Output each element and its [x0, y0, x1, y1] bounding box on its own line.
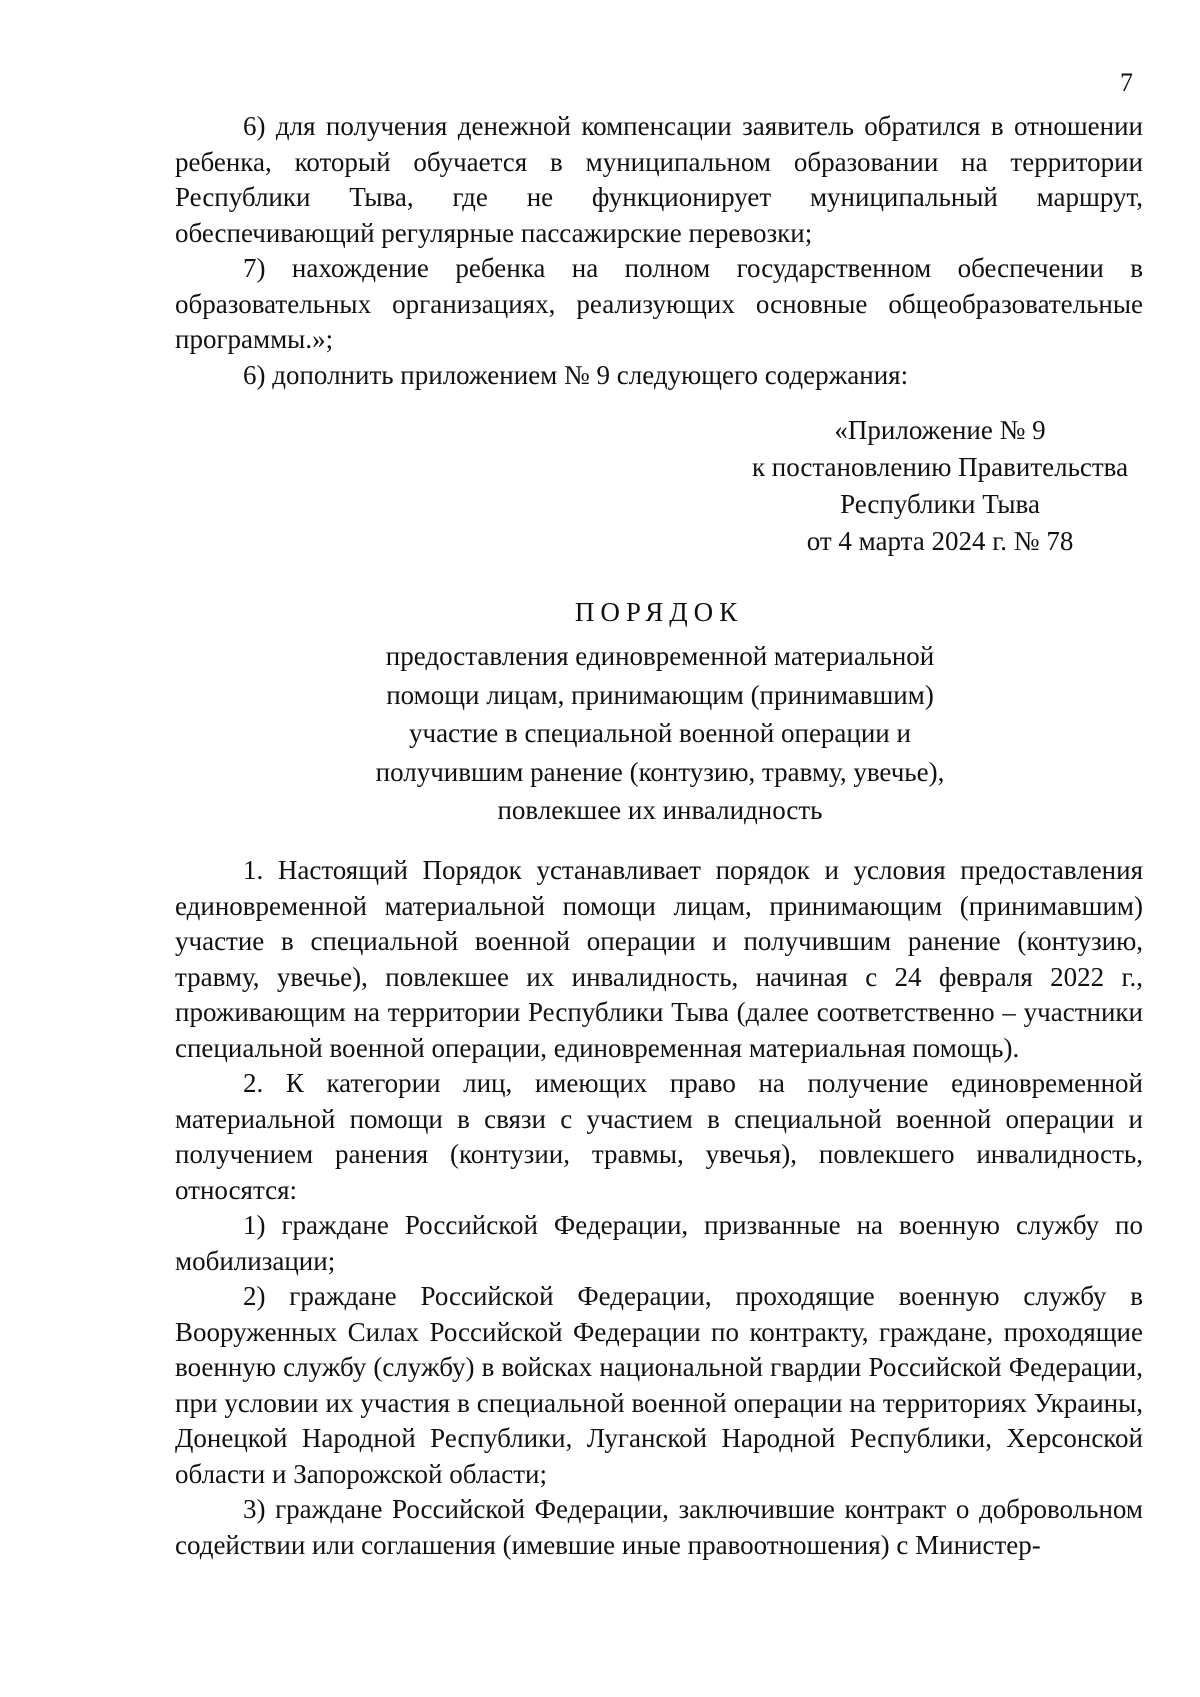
page-number: 7: [1120, 68, 1133, 97]
subtitle-line: получившим ранение (контузию, травму, увечье),: [375, 756, 945, 787]
subtitle-line: повлекшее их инвалидность: [497, 795, 823, 825]
appendix-line: «Приложение № 9: [834, 415, 1046, 445]
paragraph-clause-2: 2. К категории лиц, имеющих право на получение единовременной материальной помощи в связи с участием в специальной военной операции и получением ранения (контузии, травмы, увечья), повлекшего инвалидность, относятся:: [175, 1068, 1143, 1205]
paragraph-subclause-1: 1) граждане Российской Федерации, призванные на военную службу по мобилизации;: [175, 1210, 1143, 1276]
appendix-header: [740, 412, 1140, 560]
appendix-line: Республики Тыва: [840, 489, 1040, 519]
document-title: ПОРЯДОК: [574, 597, 744, 627]
main-section: [175, 853, 1143, 1563]
subtitle-line: участие в специальной военной операции и: [409, 718, 911, 748]
appendix-line: к постановлению Правительства: [751, 452, 1129, 482]
paragraph-subclause-2: 2) граждане Российской Федерации, проходящие военную службу в Вооруженных Силах Российской Федерации по контракту, граждане, проходящие военную службу (службу) в войсках национальной гвардии Российской Федерации, при условии их участия в специальной военной операции на территориях Украины, Донецкой Народной Республики, Луганской Народной Республики, Херсонской области и Запорожской области;: [175, 1281, 1143, 1489]
top-section: [175, 109, 1143, 393]
appendix-line: от 4 марта 2024 г. № 78: [806, 526, 1074, 556]
paragraph-subclause-3: 3) граждане Российской Федерации, заключившие контракт о добровольном содействии или соглашения (имевшие иные правоотношения) с Министер-: [175, 1494, 1143, 1560]
document-subtitle: [250, 637, 1070, 830]
paragraph-clause-1: 1. Настоящий Порядок устанавливает порядок и условия предоставления единовременной материальной помощи лицам, принимающим (принимавшим) участие в специальной военной операции и получившим ранение (контузию, травму, увечье), повлекшее их инвалидность, начиная с 24 февраля 2022 г., проживающим на территории Республики Тыва (далее соответственно – участники специальной военной операции, единовременная материальная помощь).: [175, 855, 1143, 1063]
paragraph-item-7: 7) нахождение ребенка на полном государственном обеспечении в образовательных организациях, реализующих основные общеобразовательные программы.»;: [175, 253, 1143, 354]
paragraph-amendment-6: 6) дополнить приложением № 9 следующего содержания:: [243, 359, 909, 390]
paragraph-item-6: 6) для получения денежной компенсации заявитель обратился в отношении ребенка, который обучается в муниципальном образовании на территории Республики Тыва, где не функционирует муниципальный маршрут, обеспечивающий регулярные пассажирские перевозки;: [175, 111, 1143, 248]
subtitle-line: предоставления единовременной материальной: [385, 641, 935, 671]
subtitle-line: помощи лицам, принимающим (принимавшим): [386, 679, 934, 710]
